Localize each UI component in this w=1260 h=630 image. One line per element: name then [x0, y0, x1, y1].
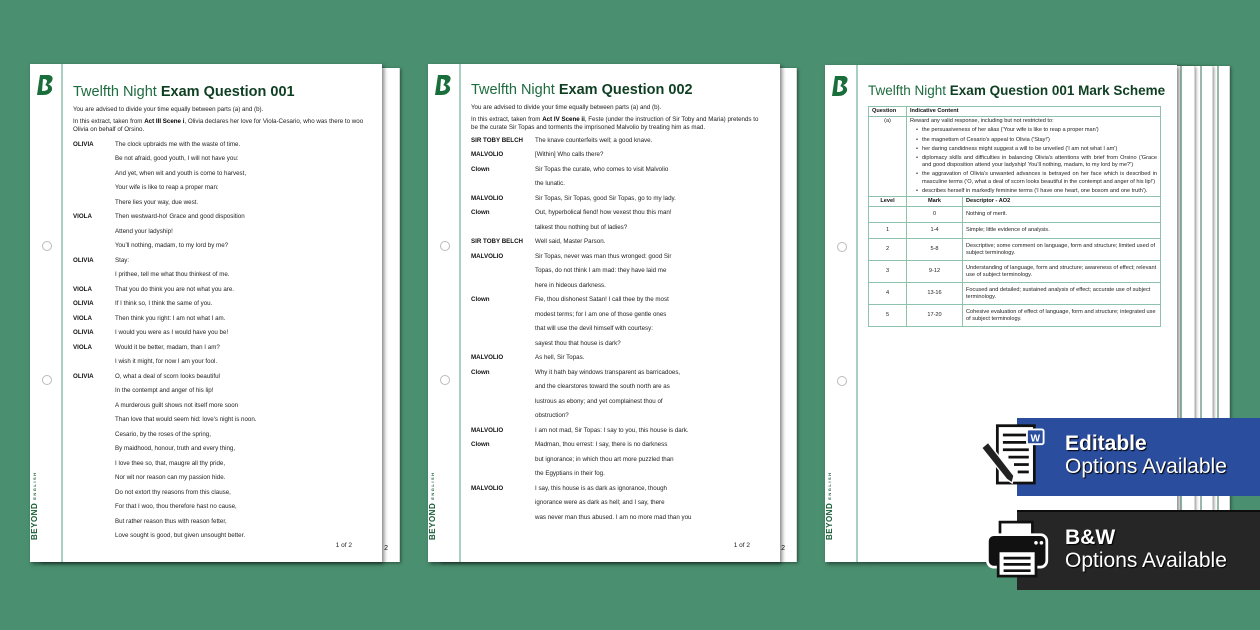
mark-cell: 1-4 — [907, 223, 963, 239]
line-text: Then westward-ho! Grace and good disposition — [115, 213, 245, 221]
line-text: Do not extort thy reasons from this clause, — [115, 488, 231, 496]
speaker-name — [73, 184, 115, 199]
line-text: the lunatic. — [535, 180, 565, 188]
speaker-name — [73, 474, 115, 489]
script-line — [73, 402, 368, 417]
speaker-name — [471, 180, 535, 195]
speaker-name: MALVOLIO — [471, 151, 504, 159]
speaker-name: OLIVIA — [73, 140, 94, 148]
script-line — [73, 474, 368, 489]
page-title: Twelfth Night Exam Question 001 — [73, 84, 295, 100]
script-line — [471, 166, 766, 181]
page-title: Twelfth Night Exam Question 001 Mark Scheme — [868, 83, 1166, 98]
column-header-mark: Mark — [907, 197, 963, 207]
script-line — [471, 180, 766, 195]
mark-cell: 0 — [907, 207, 963, 223]
script-line — [471, 282, 766, 297]
descriptor-cell: Nothing of merit. — [963, 207, 1161, 223]
beyond-logo-icon — [832, 75, 850, 97]
speaker-name: MALVOLIO — [471, 354, 504, 362]
speaker-name — [73, 271, 115, 286]
table-row — [869, 261, 1161, 283]
line-text: Than love that would seem hid: love's night is noon. — [115, 416, 257, 424]
speaker-name: MALVOLIO — [471, 484, 504, 492]
speaker-name — [471, 340, 535, 355]
script-line — [73, 489, 368, 504]
descriptor-cell: Understanding of language, form and structure; awareness of effect; relevant use of subject terminology. — [963, 261, 1161, 283]
speaker-name — [471, 267, 535, 282]
speaker-name — [471, 514, 535, 529]
brand-vertical-label: BEYONDENGLISH — [428, 471, 437, 540]
speaker-name — [73, 416, 115, 431]
bw-badge-subtitle: Options Available — [1065, 549, 1227, 572]
punch-hole — [837, 242, 847, 252]
speaker-name: MALVOLIO — [471, 194, 504, 202]
table-row — [869, 223, 1161, 239]
table-row — [869, 305, 1161, 327]
indicative-content-table — [868, 106, 1161, 197]
line-text: By maidhood, honour, truth and every thing, — [115, 445, 236, 453]
script-line — [73, 184, 368, 199]
script-line — [73, 257, 368, 272]
speaker-name — [471, 325, 535, 340]
line-text: lustrous as ebony; and yet complainest thou of — [535, 397, 663, 405]
script-line — [73, 300, 368, 315]
punch-hole — [42, 375, 52, 385]
line-text: And yet, when wit and youth is come to harvest, — [115, 169, 247, 177]
extract-intro: In this extract, taken from Act III Scene i, Olivia declares her love for Viola-Cesario, who was there to woo Olivia on behalf of Orsino. — [73, 117, 364, 134]
script-line — [73, 344, 368, 359]
instructions: You are advised to divide your time equally between parts (a) and (b). — [73, 106, 264, 113]
line-text: I prithee, tell me what thou thinkest of me. — [115, 271, 230, 279]
speaker-name — [471, 398, 535, 413]
editable-badge-text — [1065, 432, 1227, 478]
editable-badge-title: Editable — [1065, 432, 1147, 455]
speaker-name: OLIVIA — [73, 300, 94, 308]
line-text: Your wife is like to reap a proper man: — [115, 184, 219, 192]
line-text: Why it hath bay windows transparent as barricadoes, — [535, 368, 681, 376]
line-text: There lies your way, due west. — [115, 198, 199, 206]
indicative-bullets — [910, 127, 1157, 195]
speaker-name: OLIVIA — [73, 372, 94, 380]
script-line — [471, 398, 766, 413]
table-row — [869, 283, 1161, 305]
column-header-level: Level — [869, 197, 907, 207]
script-line — [471, 514, 766, 529]
question-cell: (a) — [869, 117, 907, 197]
script-line — [471, 354, 766, 369]
speaker-name: Clown — [471, 441, 490, 449]
line-text: Be not afraid, good youth, I will not have you: — [115, 155, 239, 163]
column-header-descriptor: Descriptor - AO2 — [963, 197, 1161, 207]
line-text: But rather reason thus with reason fetter, — [115, 517, 227, 525]
brand-vertical-label: BEYONDENGLISH — [30, 471, 39, 540]
extract-lines — [471, 137, 766, 529]
script-line — [73, 141, 368, 156]
line-text: but ignorance; in which thou art more puzzled than — [535, 455, 674, 463]
speaker-name — [73, 402, 115, 417]
descriptor-cell: Simple; little evidence of analysis. — [963, 223, 1161, 239]
level-cell — [869, 207, 907, 223]
punch-hole — [440, 375, 450, 385]
script-line — [471, 456, 766, 471]
level-cell: 3 — [869, 261, 907, 283]
line-text: obstruction? — [535, 412, 569, 420]
script-line — [73, 155, 368, 170]
line-text: I am not mad, Sir Topas: I say to you, this house is dark. — [535, 426, 689, 434]
line-text: the Egyptians in their fog. — [535, 470, 605, 478]
line-text: Would it be better, madam, than I am? — [115, 343, 220, 351]
speaker-name — [73, 445, 115, 460]
script-line — [471, 325, 766, 340]
column-header-indicative-content: Indicative Content — [907, 107, 1161, 117]
speaker-name — [73, 387, 115, 402]
speaker-name: VIOLA — [73, 343, 92, 351]
line-text: Attend your ladyship! — [115, 227, 173, 235]
speaker-name: OLIVIA — [73, 329, 94, 337]
script-line — [471, 296, 766, 311]
line-text: I would you were as I would have you be! — [115, 329, 229, 337]
punch-hole — [42, 241, 52, 251]
editable-badge-subtitle: Options Available — [1065, 455, 1227, 478]
line-text: O, what a deal of scorn looks beautiful — [115, 372, 220, 380]
script-line — [73, 460, 368, 475]
script-line — [73, 170, 368, 185]
script-line — [73, 445, 368, 460]
page-title: Twelfth Night Exam Question 002 — [471, 82, 693, 98]
line-text: I wish it might, for now I am your fool. — [115, 358, 218, 366]
speaker-name: Clown — [471, 296, 490, 304]
script-line — [73, 199, 368, 214]
speaker-name: OLIVIA — [73, 256, 94, 264]
line-text: If I think so, I think the same of you. — [115, 300, 213, 308]
printer-icon — [982, 518, 1054, 582]
indicative-bullet: • the persuasiveness of her alias ('Your wife is like to reap a proper man') — [916, 127, 1157, 134]
punch-hole — [837, 376, 847, 386]
line-text: A murderous guilt shows not itself more soon — [115, 401, 239, 409]
mark-cell: 13-16 — [907, 283, 963, 305]
descriptor-cell: Descriptive; some comment on language, form and structure; limited used of subject terminology. — [963, 239, 1161, 261]
indicative-bullet: • diplomacy skills and difficulties in balancing Olivia's attentions with brief from Orsino ('Grace and good disposition attend your ladyship! You'll nothing, madam, to my lord by me?') — [916, 155, 1157, 169]
line-text: As hell, Sir Topas. — [535, 354, 585, 362]
descriptor-cell: Focused and detailed; sustained analysis of effect; accurate use of subject terminology. — [963, 283, 1161, 305]
line-text: I say, this house is as dark as ignorance, though — [535, 484, 667, 492]
line-text: The knave counterfeits well; a good knave. — [535, 136, 653, 144]
line-text: Well said, Master Parson. — [535, 238, 606, 246]
line-text: and the clearstores toward the south north are as — [535, 383, 670, 391]
speaker-name — [73, 155, 115, 170]
document-page-exam-question-001[interactable] — [30, 64, 382, 562]
line-text: Nor wit nor reason can my passion hide. — [115, 474, 226, 482]
line-text: Madman, thou errest: I say, there is no darkness — [535, 441, 668, 449]
margin-line — [459, 64, 461, 562]
speaker-name — [471, 456, 535, 471]
table-row — [869, 239, 1161, 261]
script-line — [471, 470, 766, 485]
word-document-pencil-icon — [975, 422, 1053, 496]
line-text: The clock upbraids me with the waste of time. — [115, 140, 241, 148]
script-line — [73, 242, 368, 257]
line-text: Love sought is good, but given unsought better. — [115, 532, 246, 540]
script-line — [471, 369, 766, 384]
script-line — [73, 213, 368, 228]
line-text: was never man thus abused. I am no more mad than you — [535, 513, 692, 521]
script-line — [73, 387, 368, 402]
margin-line — [856, 65, 858, 562]
level-cell: 1 — [869, 223, 907, 239]
script-line — [73, 416, 368, 431]
mark-cell: 9-12 — [907, 261, 963, 283]
speaker-name: VIOLA — [73, 314, 92, 322]
script-line — [471, 412, 766, 427]
script-line — [73, 271, 368, 286]
script-line — [471, 137, 766, 152]
script-line — [471, 224, 766, 239]
script-line — [73, 358, 368, 373]
script-line — [471, 427, 766, 442]
line-text: Topas, do not think I am mad: they have laid me — [535, 267, 667, 275]
script-line — [73, 329, 368, 344]
margin-line — [61, 64, 63, 562]
script-line — [471, 499, 766, 514]
bw-badge-title: B&W — [1065, 526, 1116, 549]
back-page-number: 2 — [384, 545, 388, 552]
line-text: Sir Topas, never was man thus wronged: good Sir — [535, 252, 672, 260]
script-line — [73, 315, 368, 330]
speaker-name — [73, 518, 115, 533]
indicative-bullet: • her daring candidness might suggest a will to be unveiled ('I am not what I am') — [916, 146, 1157, 153]
line-text: talkest thou nothing but of ladies? — [535, 223, 628, 231]
line-text: Cesario, by the roses of the spring, — [115, 430, 211, 438]
script-line — [471, 383, 766, 398]
speaker-name: VIOLA — [73, 285, 92, 293]
svg-text:W: W — [1030, 433, 1041, 445]
document-page-exam-question-002[interactable] — [428, 64, 780, 562]
script-line — [73, 228, 368, 243]
line-text: Out, hyperbolical fiend! how vexest thou this man! — [535, 209, 672, 217]
beyond-logo-icon — [37, 74, 55, 96]
indicative-bullet: • the magnetism of Cesario's appeal to Olivia ('Stay!') — [916, 137, 1157, 144]
speaker-name: SIR TOBY BELCH — [471, 238, 524, 246]
line-text: ignorance were as dark as hell; and I say, there — [535, 499, 665, 507]
beyond-logo-icon — [435, 74, 453, 96]
script-line — [471, 209, 766, 224]
script-line — [73, 518, 368, 533]
extract-lines — [73, 141, 368, 547]
script-line — [471, 253, 766, 268]
speaker-name — [471, 470, 535, 485]
level-cell: 2 — [869, 239, 907, 261]
speaker-name: Clown — [471, 209, 490, 217]
line-text: Stay: — [115, 256, 130, 264]
line-text: sayest thou that house is dark? — [535, 339, 621, 347]
speaker-name — [471, 383, 535, 398]
script-line — [73, 286, 368, 301]
mark-cell: 17-20 — [907, 305, 963, 327]
speaker-name — [73, 228, 115, 243]
level-descriptor-table — [868, 197, 1161, 327]
speaker-name — [471, 311, 535, 326]
speaker-name — [73, 358, 115, 373]
descriptor-cell: Cohesive evaluation of effect of language, form and structure; integrated use of subject terminology. — [963, 305, 1161, 327]
speaker-name — [471, 412, 535, 427]
brand-vertical-label: BEYONDENGLISH — [825, 471, 834, 540]
line-text: Fie, thou dishonest Satan! I call thee by the most — [535, 296, 669, 304]
line-text: That you do think you are not what you are. — [115, 285, 235, 293]
script-line — [471, 340, 766, 355]
speaker-name — [73, 170, 115, 185]
speaker-name — [73, 431, 115, 446]
level-cell: 4 — [869, 283, 907, 305]
speaker-name: MALVOLIO — [471, 426, 504, 434]
speaker-name — [73, 242, 115, 257]
content-lead: Reward any valid response, including but not restricted to: — [910, 118, 1054, 125]
speaker-name — [73, 532, 115, 547]
indicative-bullet: • the aggravation of Olivia's unwanted advances is betrayed on her face which is described in masculine terms ('O, what a deal of scorn looks beautiful in the contempt and anger of his lip!') — [916, 171, 1157, 185]
speaker-name: Clown — [471, 165, 490, 173]
script-line — [73, 532, 368, 547]
column-header-question: Question — [869, 107, 907, 117]
line-text: Sir Topas the curate, who comes to visit Malvolio — [535, 165, 669, 173]
line-text: You'll nothing, madam, to my lord by me? — [115, 242, 229, 250]
speaker-name: Clown — [471, 368, 490, 376]
speaker-name — [73, 460, 115, 475]
speaker-name — [471, 224, 535, 239]
script-line — [471, 485, 766, 500]
script-line — [471, 441, 766, 456]
table-row — [869, 207, 1161, 223]
line-text: modest terms; for I am one of those gentle ones — [535, 310, 667, 318]
line-text: that will use the devil himself with courtesy: — [535, 325, 653, 333]
script-line — [471, 195, 766, 210]
extract-intro: In this extract, taken from Act IV Scene ii, Feste (under the instruction of Sir Toby and Maria) pretends to be the curate Sir Topas and torments the imprisoned Malvolio by treating him as mad. — [471, 115, 759, 132]
line-text: For that I woo, thou therefore hast no cause, — [115, 503, 237, 511]
line-text: Then think you right: I am not what I am. — [115, 314, 226, 322]
speaker-name — [73, 199, 115, 214]
script-line — [73, 503, 368, 518]
speaker-name — [73, 489, 115, 504]
speaker-name: SIR TOBY BELCH — [471, 136, 524, 144]
speaker-name — [73, 503, 115, 518]
script-line — [471, 267, 766, 282]
line-text: [Within] Who calls there? — [535, 151, 604, 159]
line-text: here in hideous darkness. — [535, 281, 606, 289]
script-line — [471, 238, 766, 253]
script-line — [471, 311, 766, 326]
script-line — [73, 373, 368, 388]
back-page-number: 2 — [781, 545, 785, 552]
line-text: Sir Topas, Sir Topas, good Sir Topas, go to my lady. — [535, 194, 676, 202]
bw-badge-text — [1065, 526, 1227, 572]
level-cell: 5 — [869, 305, 907, 327]
speaker-name — [471, 499, 535, 514]
page-number: 1 of 2 — [733, 542, 750, 549]
indicative-content-cell — [907, 117, 1161, 197]
line-text: In the contempt and anger of his lip! — [115, 387, 214, 395]
script-line — [471, 151, 766, 166]
speaker-name — [471, 282, 535, 297]
speaker-name: MALVOLIO — [471, 252, 504, 260]
instructions: You are advised to divide your time equally between parts (a) and (b). — [471, 104, 662, 111]
mark-cell: 5-8 — [907, 239, 963, 261]
line-text: I love thee so, that, maugre all thy pride, — [115, 459, 226, 467]
page-number: 1 of 2 — [335, 542, 352, 549]
punch-hole — [440, 241, 450, 251]
indicative-bullet: • describes herself in markedly feminine terms ('I have one heart, one bosom and one truth'). — [916, 188, 1157, 195]
speaker-name: VIOLA — [73, 213, 92, 221]
script-line — [73, 431, 368, 446]
